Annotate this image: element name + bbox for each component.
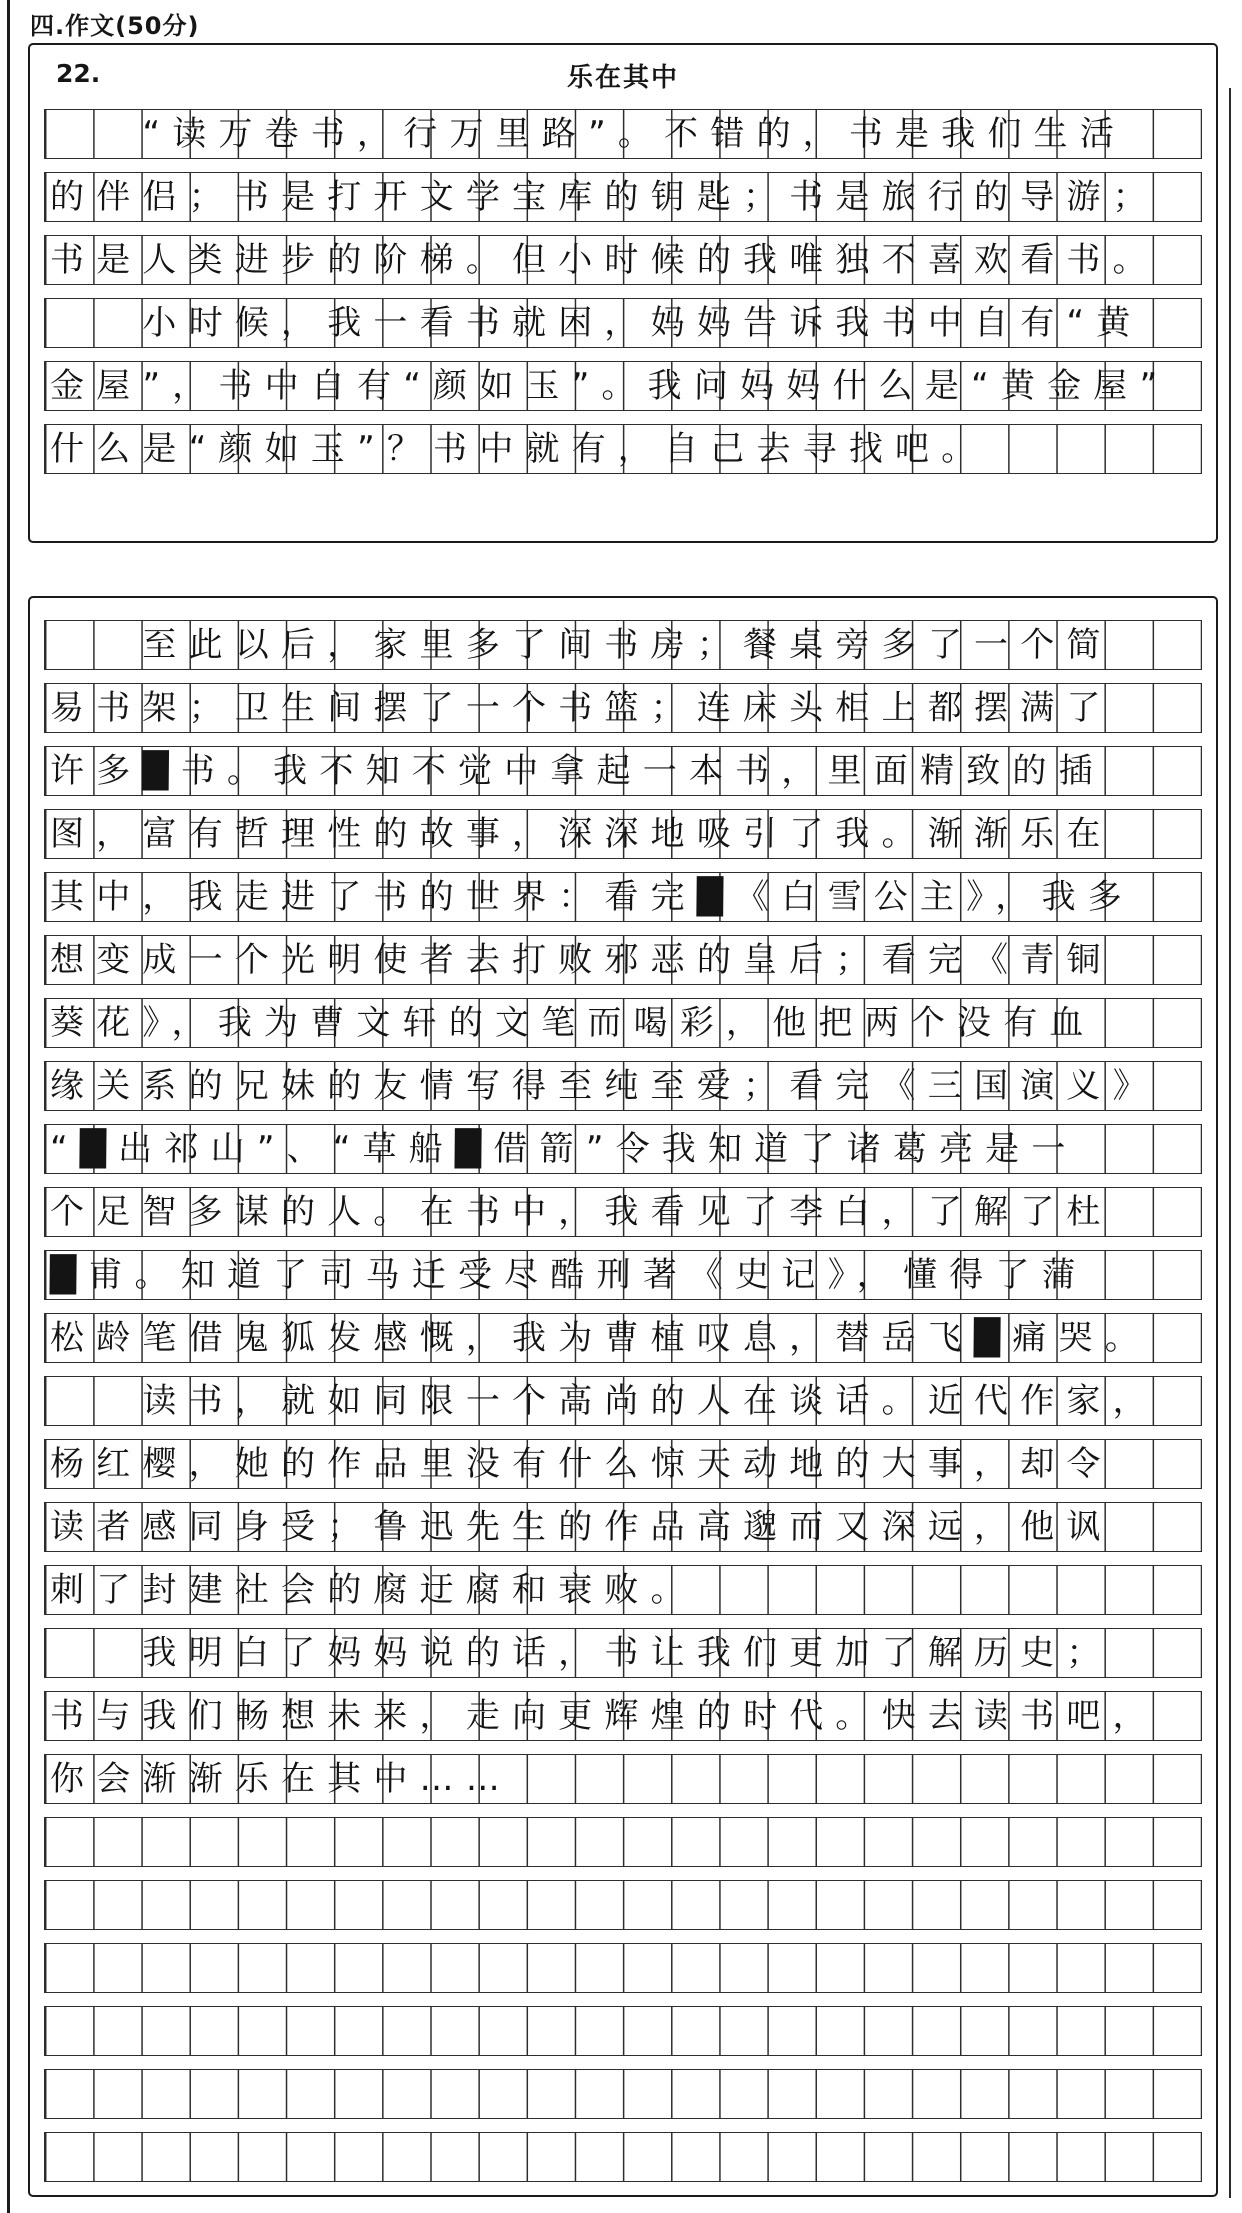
handwriting-line: 金屋”，书中自有“颜如玉”。我问妈妈什么是“黄金屋” <box>49 366 1170 406</box>
page-edge-line-left <box>7 0 10 2213</box>
handwriting-line: 其中，我走进了书的世界：看完█《白雪公主》，我多 <box>49 877 1135 917</box>
grid-row <box>44 1439 1202 1489</box>
handwriting-line: 缘关系的兄妹的友情写得至纯至爱；看完《三国演义》 <box>49 1066 1160 1106</box>
grid-row-empty <box>44 1817 1202 1867</box>
handwriting-line: 至此以后，家里多了间书房；餐桌旁多了一个简 <box>49 625 1113 665</box>
grid-row <box>44 1376 1202 1426</box>
handwriting-line: 想变成一个光明使者去打败邪恶的皇后；看完《青铜 <box>49 940 1113 980</box>
handwriting-line: 个足智多谋的人。在书中，我看见了李白，了解了杜 <box>49 1192 1113 1232</box>
grid-row <box>44 746 1202 796</box>
grid-row <box>44 1754 1202 1804</box>
handwriting-line: 葵花》，我为曹文轩的文笔而喝彩，他把两个没有血 <box>49 1003 1096 1043</box>
grid-row-empty <box>44 1880 1202 1930</box>
grid-row <box>44 1502 1202 1552</box>
grid-row <box>44 109 1202 159</box>
section-label: 四.作文(50分) <box>30 12 200 40</box>
grid-row-empty <box>44 1943 1202 1993</box>
grid-row <box>44 935 1202 985</box>
grid-row <box>44 1313 1202 1363</box>
handwriting-line: 刺了封建社会的腐迂腐和衰败。 <box>49 1570 698 1610</box>
handwriting-line: 的伴侣；书是打开文学宝库的钥匙；书是旅行的导游； <box>49 177 1160 217</box>
grid-row <box>44 1691 1202 1741</box>
handwriting-line: 书是人类进步的阶梯。但小时候的我唯独不喜欢看书。 <box>49 240 1160 280</box>
grid-row <box>44 683 1202 733</box>
grid-row <box>44 620 1202 670</box>
handwriting-line: 什么是“颜如玉”？书中就有，自己去寻找吧。 <box>49 429 988 469</box>
grid-row <box>44 1061 1202 1111</box>
handwriting-line: 许多█书。我不知不觉中拿起一本书，里面精致的插 <box>49 751 1105 791</box>
grid-row <box>44 424 1202 474</box>
grid-row <box>44 235 1202 285</box>
handwriting-line: 书与我们畅想未来，走向更辉煌的时代。快去读书吧， <box>49 1696 1160 1736</box>
grid-row <box>44 298 1202 348</box>
handwriting-line: “█出祁山”、“草船█借箭”令我知道了诸葛亮是一 <box>49 1129 1078 1169</box>
grid-row-empty <box>44 2132 1202 2182</box>
essay-box-header <box>30 57 1216 97</box>
grid-row <box>44 172 1202 222</box>
grid-row <box>44 998 1202 1048</box>
handwriting-line: 易书架；卫生间摆了一个书篮；连床头柜上都摆满了 <box>49 688 1113 728</box>
handwriting-line: “读万卷书，行万里路”。不错的，书是我们生活 <box>49 114 1127 154</box>
grid-row <box>44 809 1202 859</box>
question-number: 22. <box>56 59 101 88</box>
grid-row <box>44 1250 1202 1300</box>
handwriting-line: 小时候，我一看书就困，妈妈告诉我书中自有“黄 <box>49 303 1143 343</box>
grid-row <box>44 872 1202 922</box>
grid-row-empty <box>44 2006 1202 2056</box>
grid-row <box>44 361 1202 411</box>
manuscript-grid-page2 <box>44 620 1202 2195</box>
handwriting-line: 松龄笔借鬼狐发感慨，我为曹植叹息，替岳飞█痛哭。 <box>49 1318 1152 1358</box>
manuscript-grid-page1 <box>44 109 1202 487</box>
handwriting-line: 我明白了妈妈说的话，书让我们更加了解历史； <box>49 1633 1113 1673</box>
handwriting-line: 杨红樱，她的作品里没有什么惊天动地的大事，却令 <box>49 1444 1113 1484</box>
handwriting-line: 图，富有哲理性的故事，深深地吸引了我。渐渐乐在 <box>49 814 1113 854</box>
handwriting-line: 读者感同身受；鲁迅先生的作品高邈而又深远，他讽 <box>49 1507 1113 1547</box>
handwriting-line: 你会渐渐乐在其中…… <box>49 1759 513 1799</box>
grid-row-empty <box>44 2069 1202 2119</box>
essay-box-page2 <box>28 596 1218 2197</box>
handwriting-line: █甫。知道了司马迁受尽酷刑著《史记》，懂得了蒲 <box>49 1255 1088 1295</box>
grid-row <box>44 1628 1202 1678</box>
essay-title: 乐在其中 <box>566 63 679 93</box>
grid-row <box>44 1187 1202 1237</box>
grid-row <box>44 1565 1202 1615</box>
handwriting-line: 读书，就如同限一个高尚的人在谈话。近代作家， <box>49 1381 1160 1421</box>
essay-box-page1 <box>28 43 1218 543</box>
grid-row <box>44 1124 1202 1174</box>
